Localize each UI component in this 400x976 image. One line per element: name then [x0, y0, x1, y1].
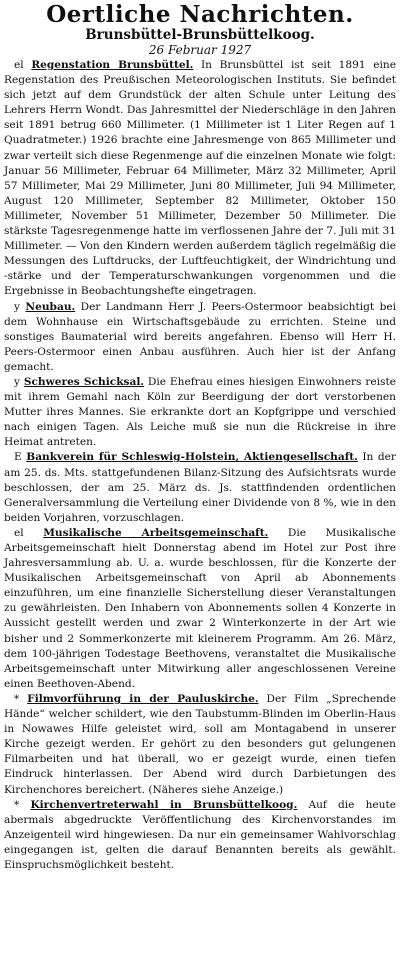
article-heading: Musikalische Arbeitsgemeinschaft.: [43, 526, 269, 539]
article-kirchenwahl: [4, 798, 396, 873]
article-body: In Brunsbüttel ist seit 1891 eine Regenstation des Preußischen Meteorologischen Instituts. Sie befindet sich jetzt auf dem Grundstück der alten Schule unter Leitung des Lehrers Herrn Wondt. Das Jahresmittel der Niederschläge in den Jahren seit 1891 betrug 660 Millimeter. (1 Millimeter ist 1 Liter Regen auf 1 Quadratmeter.) 1926 brachte eine Jahresmenge von 865 Millimeter und zwar verteilt sich diese Regenmenge auf die einzelnen Monate wie folgt: Januar 56 Millimeter, Februar 64 Millimeter, März 32 Millimeter, April 57 Millimeter, Mai 29 Millimeter, Juni 80 Millimeter, Juli 94 Millimeter, August 120 Millimeter, September 82 Millimeter, Oktober 150 Millimeter, November 51 Millimeter, Dezember 50 Millimeter. Die stärkste Tagesregenmenge hatte im verflossenen Jahre der 7. Juli mit 31 Millimeter. — Von den Kindern werden außerdem täglich regelmäßig die Messungen des Luftdrucks, der Luftfeuchtigkeit, der Windrichtung und -stärke und der Temperaturschwankungen vorgenommen und die Ergebnisse in Beobachtungshefte eingetragen.: [4, 59, 396, 298]
article-mark: y: [14, 300, 20, 313]
article-heading: Kirchenvertreterwahl in Brunsbüttelkoog.: [30, 798, 298, 811]
issue-date: 26 Februar 1927: [148, 43, 252, 57]
article-mark: el: [14, 59, 24, 71]
article-body: Der Landmann Herr J. Peers-Ostermoor beabsichtigt bei dem Wohnhause ein Wirtschaftsgebäude zu errichten. Steine und sonstiges Baumaterial wird bereits angefahren. Ebenso will Herr H. Peers-Ostermoor einen Anbau ausführen. Auch hier ist der Anfang gemacht.: [4, 300, 397, 373]
article-regenstation: [4, 58, 396, 300]
article-body: Die Musikalische Arbeitsgemeinschaft hielt Donnerstag abend im Hotel zur Post ihre Jahresversammlung ab. U. a. wurde beschlossen, für die Konzerte der Musikalischen Arbeitsgemeinschaft von April ab Abonnements einzuführen, um eine finanzielle Sicherstellung dieser Veranstaltungen zu gewährleisten. Den Inhabern von Abonnements sollen 4 Konzerte in Aussicht gestellt werden und zwar 2 Winterkonzerte in der Art wie bisher und 2 Sommerkonzerte mit kleinerem Programm. Am 26. März, dem 100-jährigen Todestage Beethovens, veranstaltet die Musikalische Arbeitsgemeinschaft unter Mitwirkung aller angeschlossenen Vereine einen Beethoven-Abend.: [4, 526, 396, 690]
section-subtitle: Brunsbüttel-Brunsbüttelkoog.: [85, 27, 315, 43]
article-mark: y: [14, 375, 20, 388]
article-heading: Neubau.: [25, 300, 76, 313]
article-schicksal: [4, 375, 396, 450]
article-neubau: [4, 300, 396, 375]
article-mark: el: [14, 526, 24, 539]
article-heading: Bankverein für Schleswig-Holstein, Aktiengesellschaft.: [26, 451, 358, 464]
masthead-title: Oertliche Nachrichten.: [46, 1, 354, 28]
article-heading: Regenstation Brunsbüttel.: [31, 59, 194, 71]
article-musik: [4, 526, 396, 692]
article-mark: *: [14, 692, 20, 705]
article-mark: *: [14, 798, 20, 811]
article-body: Der Film „Sprechende Hände“ welcher schildert, wie den Taubstumm-Blinden im Oberlin-Haus in Nowawes Hilfe geleistet wird, soll am Montagabend in unserer Kirche gezeigt werden. Er gehört zu den besonders gut gelungenen Filmarbeiten und hat überall, wo er gezeigt wurde, einen tiefen Eindruck hinterlassen. Der Abend wird durch Darbietungen des Kirchenchores bereichert. (Näheres siehe Anzeige.): [4, 692, 396, 796]
article-body: Auf die heute abermals abgedruckte Veröffentlichung des Kirchenvorstandes im Anzeigenteil wird hingewiesen. Da nur ein gemeinsamer Wahlvorschlag eingegangen ist, gelten die darauf Benannten bereits als gewählt. Einspruchsmöglichkeit besteht.: [4, 798, 397, 871]
article-film: [4, 692, 396, 798]
article-mark: E: [14, 451, 22, 464]
article-heading: Filmvorführung in der Pauluskirche.: [27, 692, 259, 705]
newspaper-page: [4, 0, 396, 873]
article-heading: Schweres Schicksal.: [23, 375, 145, 388]
article-body: Die Ehefrau eines hiesigen Einwohners reiste mit ihrem Gemahl nach Köln zur Beerdigung der dort verstorbenen Mutter ihres Mannes. Sie erkrankte dort an Kopfgrippe und verschied nach einigen Tagen. Als Leiche muß sie nun die Rückreise in ihre Heimat antreten.: [4, 375, 396, 449]
article-body: In der am 25. ds. Mts. stattgefundenen Bilanz-Sitzung des Aufsichtsrats wurde beschlossen, der am 25. März ds. Js. stattfindenden ordentlichen Generalversammlung die Verteilung einer Dividende von 8 %, wie in den beiden Vorjahren, vorzuschlagen.: [4, 451, 396, 524]
article-bankverein: [4, 450, 396, 525]
